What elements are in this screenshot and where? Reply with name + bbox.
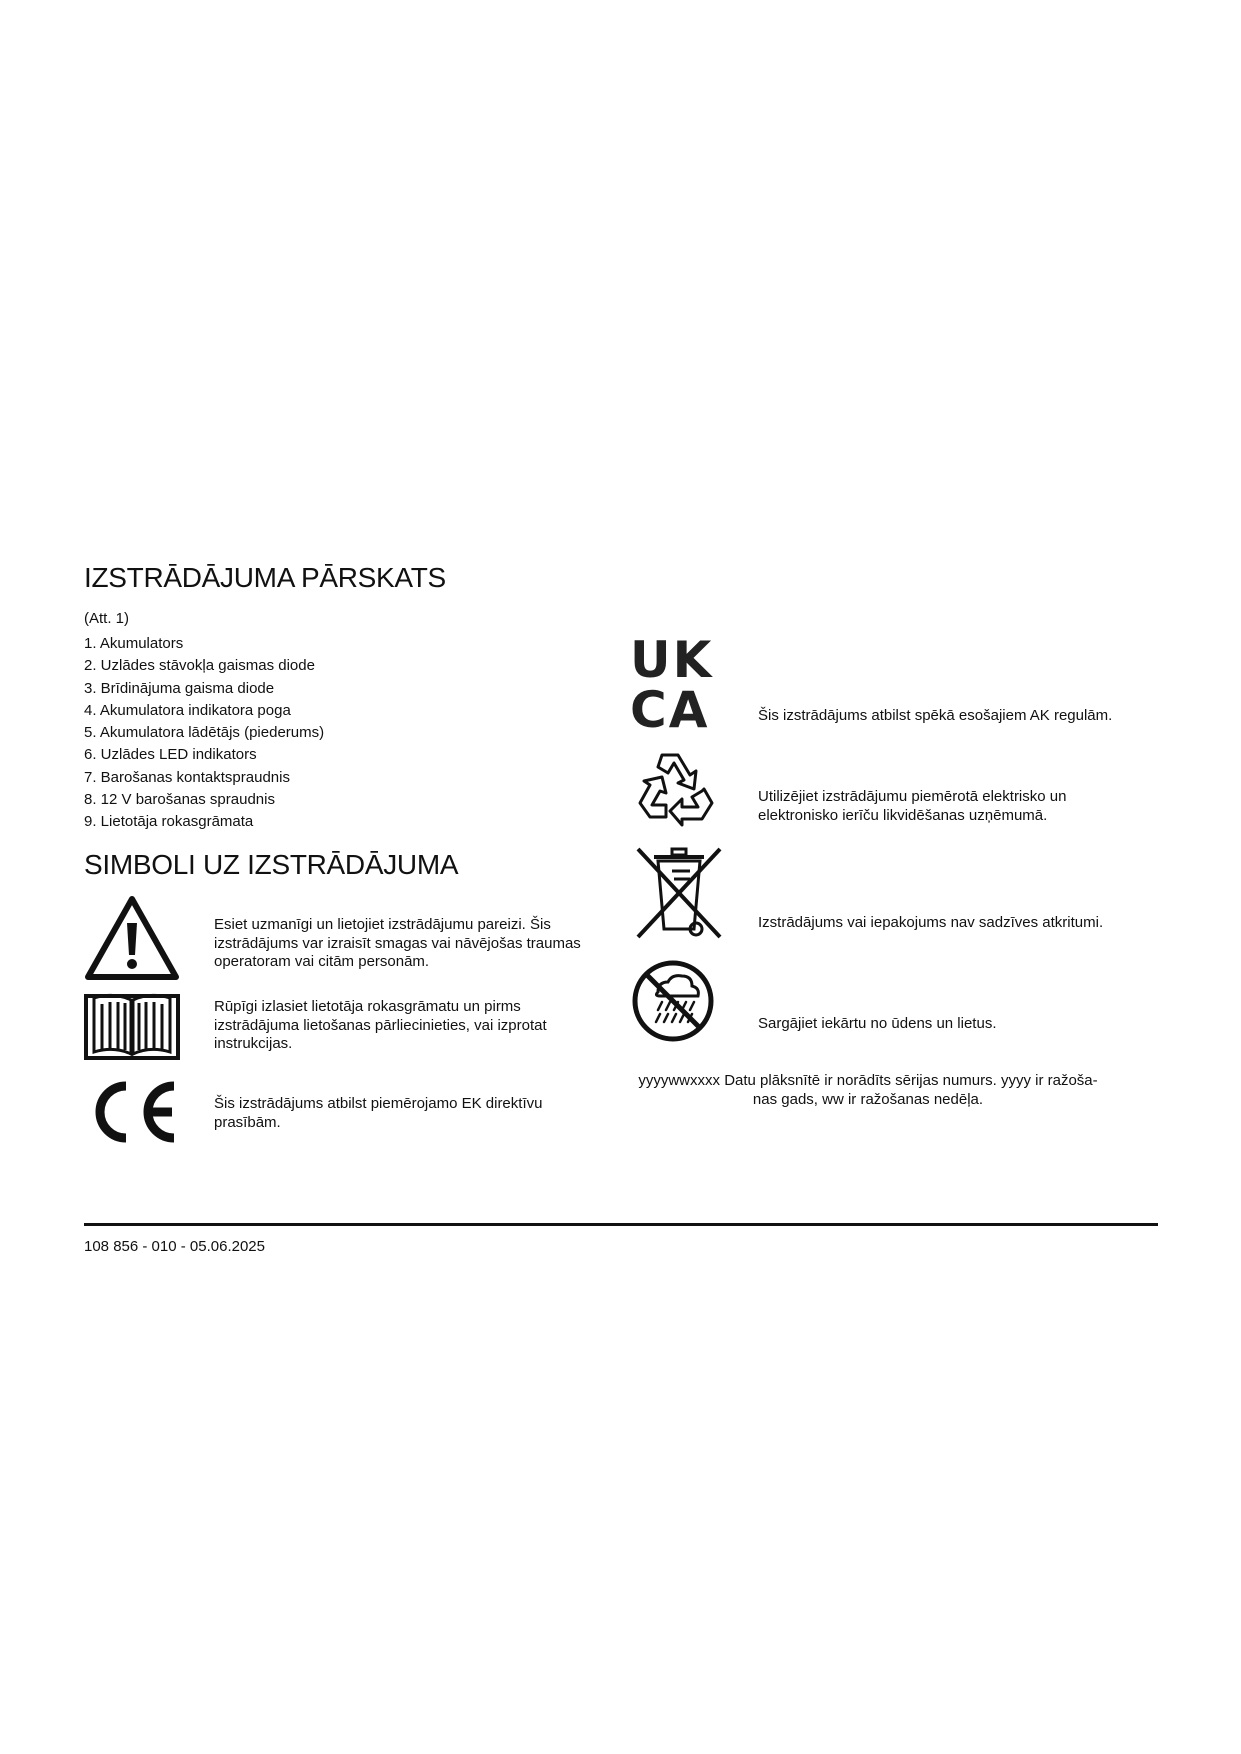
ukca-logo-top: UK: [630, 631, 714, 689]
serial-code: yyyywwxxxx: [638, 1072, 721, 1089]
figure-reference: (Att. 1): [84, 610, 130, 627]
serial-number-note: [633, 1072, 1103, 1109]
symbols-title: SIMBOLI UZ IZSTRĀDĀJUMA: [84, 849, 459, 880]
no-rain-icon: [630, 958, 716, 1044]
ce-symbol-description: Šis izstrādājums atbilst piemērojamo EK direktīvu prasībām.: [214, 1095, 543, 1131]
footer-divider: [84, 1223, 1158, 1226]
ce-mark-icon: [84, 1080, 180, 1144]
list-item: 6. Uzlādes LED indikators: [84, 746, 257, 764]
ukca-logo-bottom: CA: [630, 681, 710, 739]
list-item: 2. Uzlādes stāvokļa gaismas diode: [84, 657, 315, 675]
list-item: 7. Barošanas kontaktspraudnis: [84, 768, 290, 786]
ukca-mark-icon: [630, 631, 730, 739]
crossed-bin-icon: [632, 845, 726, 941]
serial-note-text2: nas gads, ww ir ražošanas nedēļa.: [752, 1090, 984, 1108]
warning-triangle-icon: [84, 895, 180, 981]
list-item: 8. 12 V barošanas spraudnis: [84, 791, 275, 809]
recycle-symbol-description: Utilizējiet izstrādājumu piemērotā elektrisko un elektronisko ierīču likvidēšanas uzņēmumā.: [758, 788, 1067, 824]
list-item: 5. Akumulatora lādētājs (piederums): [84, 724, 325, 742]
manual-symbol-description: Rūpīgi izlasiet lietotāja rokasgrāmatu un pirms izstrādājuma lietošanas pārliecinieties, vai izprotat instrukcijas.: [214, 998, 547, 1052]
warning-symbol-description: Esiet uzmanīgi un lietojiet izstrādājumu pareizi. Šis izstrādājums var izraisīt smagas vai nāvējošas traumas operatoram vai citām personām.: [214, 916, 581, 970]
document-number: 108 856 - 010 - 05.06.2025: [84, 1238, 265, 1255]
serial-note-text1: Datu plāksnītē ir norādīts sērijas numurs. yyyy ir ražoša-: [724, 1072, 1098, 1089]
list-item: 3. Brīdinājuma gaisma diode: [84, 679, 275, 697]
list-item: 4. Akumulatora indikatora poga: [84, 701, 291, 719]
list-item: 1. Akumulators: [84, 635, 184, 652]
component-list: [84, 633, 324, 834]
serial-note-line1: [633, 1072, 1103, 1091]
open-book-icon: [84, 990, 180, 1062]
bin-symbol-description: Izstrādājums vai iepakojums nav sadzīves atkritumi.: [758, 914, 1104, 931]
overview-title: IZSTRĀDĀJUMA PĀRSKATS: [84, 562, 446, 593]
ukca-symbol-description: Šis izstrādājums atbilst spēkā esošajiem AK regulām.: [758, 707, 1113, 724]
list-item: 9. Lietotāja rokasgrāmata: [84, 813, 254, 831]
recycle-icon: [632, 745, 718, 831]
rain-symbol-description: Sargājiet iekārtu no ūdens un lietus.: [758, 1015, 997, 1032]
